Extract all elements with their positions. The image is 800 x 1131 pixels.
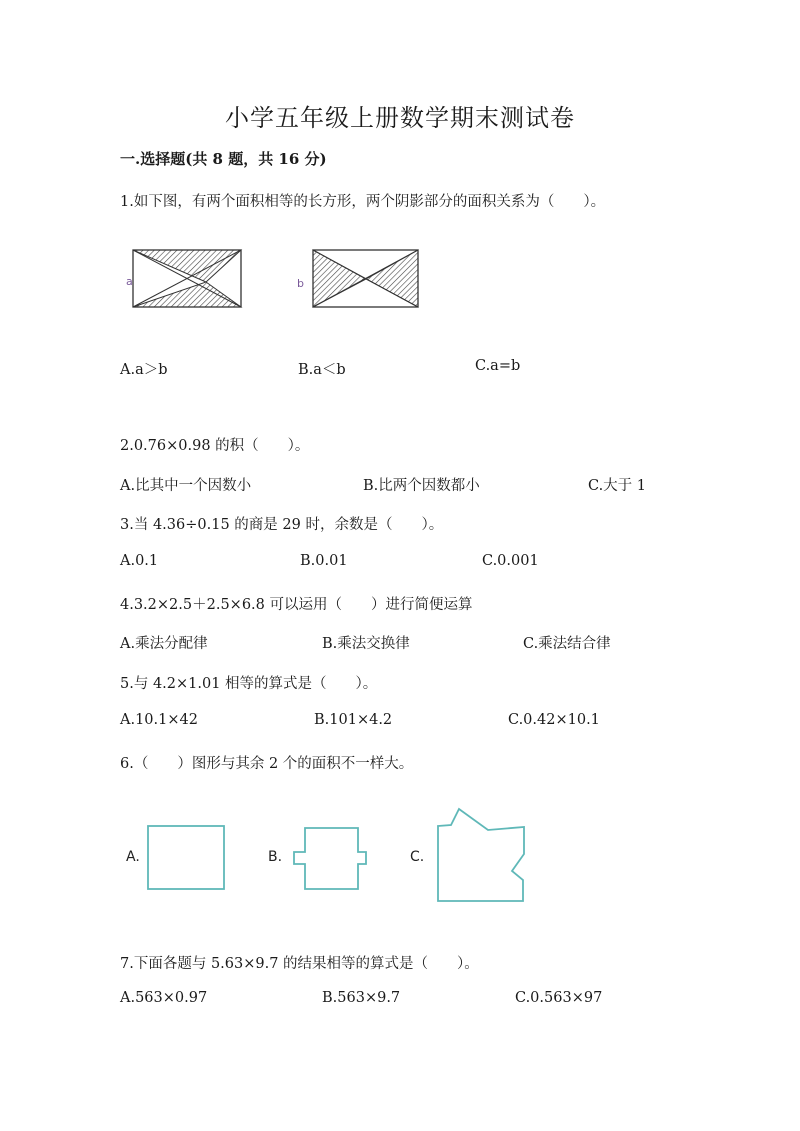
rectangle-b bbox=[313, 250, 418, 307]
question-4-option-b[interactable]: B.乘法交换律 bbox=[322, 636, 410, 652]
shape-label-a: A. bbox=[126, 849, 140, 865]
question-1-figure bbox=[0, 240, 800, 330]
question-5-option-b[interactable]: B.101×4.2 bbox=[314, 712, 393, 728]
question-3-option-c[interactable]: C.0.001 bbox=[482, 553, 539, 569]
question-1-text: 1.如下图，有两个面积相等的长方形，两个阴影部分的面积关系为（ ）。 bbox=[120, 194, 606, 210]
question-7-option-c[interactable]: C.0.563×97 bbox=[515, 990, 603, 1006]
shape-label-c: C. bbox=[410, 849, 425, 865]
question-4-option-a[interactable]: A.乘法分配律 bbox=[120, 636, 208, 652]
section-heading: 一.选择题(共 8 题，共 16 分) bbox=[120, 150, 327, 168]
question-3-option-b[interactable]: B.0.01 bbox=[300, 553, 348, 569]
question-2-option-a[interactable]: A.比其中一个因数小 bbox=[120, 478, 252, 494]
figure-label-a: a bbox=[126, 275, 133, 288]
question-7-option-b[interactable]: B.563×9.7 bbox=[322, 990, 401, 1006]
question-1-option-c[interactable]: C.a=b bbox=[475, 358, 521, 374]
question-5-option-a[interactable]: A.10.1×42 bbox=[120, 712, 198, 728]
figure-label-b: b bbox=[297, 277, 304, 290]
question-5-text: 5.与 4.2×1.01 相等的算式是（ ）。 bbox=[120, 676, 378, 692]
question-3-text: 3.当 4.36÷0.15 的商是 29 时，余数是（ ）。 bbox=[120, 517, 444, 533]
question-5-option-c[interactable]: C.0.42×10.1 bbox=[508, 712, 600, 728]
question-2-option-b[interactable]: B.比两个因数都小 bbox=[363, 478, 480, 494]
shape-b-notched bbox=[294, 828, 366, 889]
shape-c-irregular bbox=[438, 809, 524, 901]
question-3-option-a[interactable]: A.0.1 bbox=[120, 553, 159, 569]
question-1-option-b[interactable]: B.a＜b bbox=[298, 362, 346, 378]
page-title: 小学五年级上册数学期末测试卷 bbox=[225, 104, 575, 132]
rectangle-a bbox=[133, 250, 241, 307]
question-1-option-a[interactable]: A.a＞b bbox=[120, 362, 168, 378]
question-2-text: 2.0.76×0.98 的积（ ）。 bbox=[120, 438, 310, 454]
question-2-option-c[interactable]: C.大于 1 bbox=[588, 478, 647, 494]
shape-label-b: B. bbox=[268, 849, 283, 865]
question-7-text: 7.下面各题与 5.63×9.7 的结果相等的算式是（ ）。 bbox=[120, 956, 479, 972]
shape-a-square bbox=[148, 826, 224, 889]
question-6-text: 6.（ ）图形与其余 2 个的面积不一样大。 bbox=[120, 756, 414, 772]
question-4-option-c[interactable]: C.乘法结合律 bbox=[523, 636, 611, 652]
question-6-figure bbox=[0, 800, 800, 910]
question-4-text: 4.3.2×2.5＋2.5×6.8 可以运用（ ）进行简便运算 bbox=[120, 597, 473, 613]
question-7-option-a[interactable]: A.563×0.97 bbox=[120, 990, 208, 1006]
